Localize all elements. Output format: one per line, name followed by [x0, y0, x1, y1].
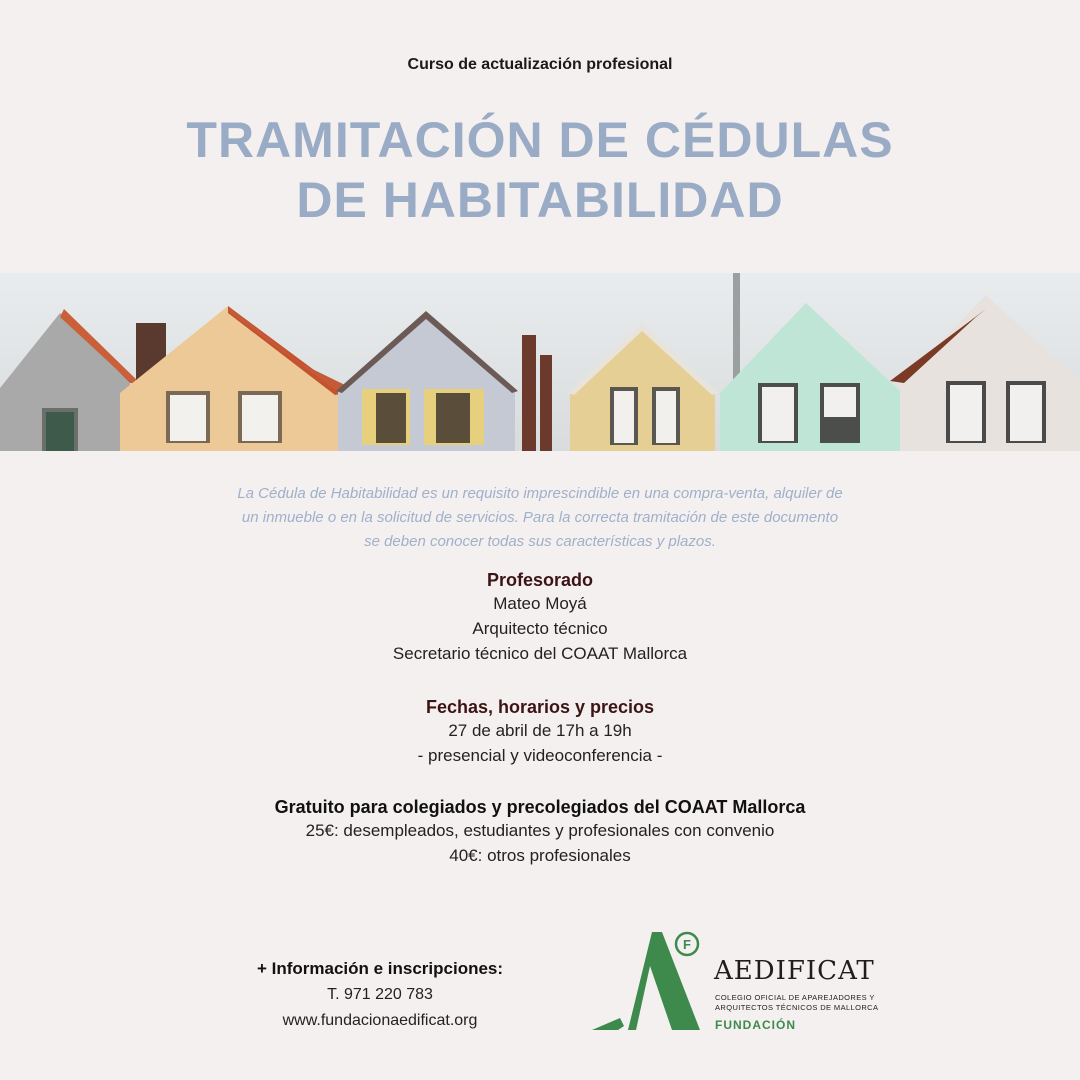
precios-section — [0, 797, 1080, 868]
fechas-heading: Fechas, horarios y precios — [425, 697, 655, 717]
teacher-role-1: Arquitecto técnico — [472, 619, 608, 638]
course-title-line-2: DE HABITABILIDAD — [296, 172, 784, 228]
logo-subtitle-line-1: COLEGIO OFICIAL DE APAREJADORES Y — [715, 993, 875, 1002]
fechas-section — [0, 697, 1080, 768]
course-mode: - presencial y videoconferencia - — [417, 746, 663, 765]
intro-line-1: La Cédula de Habitabilidad es un requisito imprescindible en una compra-venta, alquiler de — [237, 485, 843, 502]
intro-line-3: se deben conocer todas sus características y plazos. — [364, 533, 716, 550]
contact-heading: + Información e inscripciones: — [256, 959, 504, 978]
profesorado-section — [0, 570, 1080, 666]
teacher-role-2: Secretario técnico del COAAT Mallorca — [392, 644, 688, 663]
contact-block — [240, 956, 520, 1034]
contact-phone[interactable]: T. 971 220 783 — [327, 986, 433, 1003]
profesorado-heading: Profesorado — [486, 570, 594, 590]
logo-subtitle-line-2: ARQUITECTOS TÉCNICOS DE MALLORCA — [715, 1003, 879, 1012]
logo-subtitle — [715, 993, 878, 1013]
logo-badge-letter: F — [683, 937, 691, 952]
houses-banner-image — [0, 273, 1080, 451]
course-title-line-1: TRAMITACIÓN DE CÉDULAS — [186, 112, 894, 168]
contact-website-link[interactable]: www.fundacionaedificat.org — [282, 1012, 478, 1029]
price-line-1: 25€: desempleados, estudiantes y profesionales con convenio — [305, 821, 775, 840]
course-date: 27 de abril de 17h a 19h — [448, 721, 632, 740]
intro-line-2: un inmueble o en la solicitud de servicios. Para la correcta tramitación de este documento — [241, 509, 839, 526]
logo-fundacion: FUNDACIÓN — [715, 1018, 796, 1032]
precios-heading: Gratuito para colegiados y precolegiados del COAAT Mallorca — [274, 797, 806, 817]
price-line-2: 40€: otros profesionales — [449, 846, 631, 865]
aedificat-a-mark-icon — [590, 926, 710, 1036]
teacher-name: Mateo Moyá — [493, 594, 587, 613]
aedificat-logo — [590, 926, 890, 1036]
logo-name: AEDIFICAT — [714, 956, 875, 986]
course-subtitle: Curso de actualización profesional — [407, 56, 673, 73]
course-title — [0, 110, 1080, 230]
intro-text — [0, 482, 1080, 554]
